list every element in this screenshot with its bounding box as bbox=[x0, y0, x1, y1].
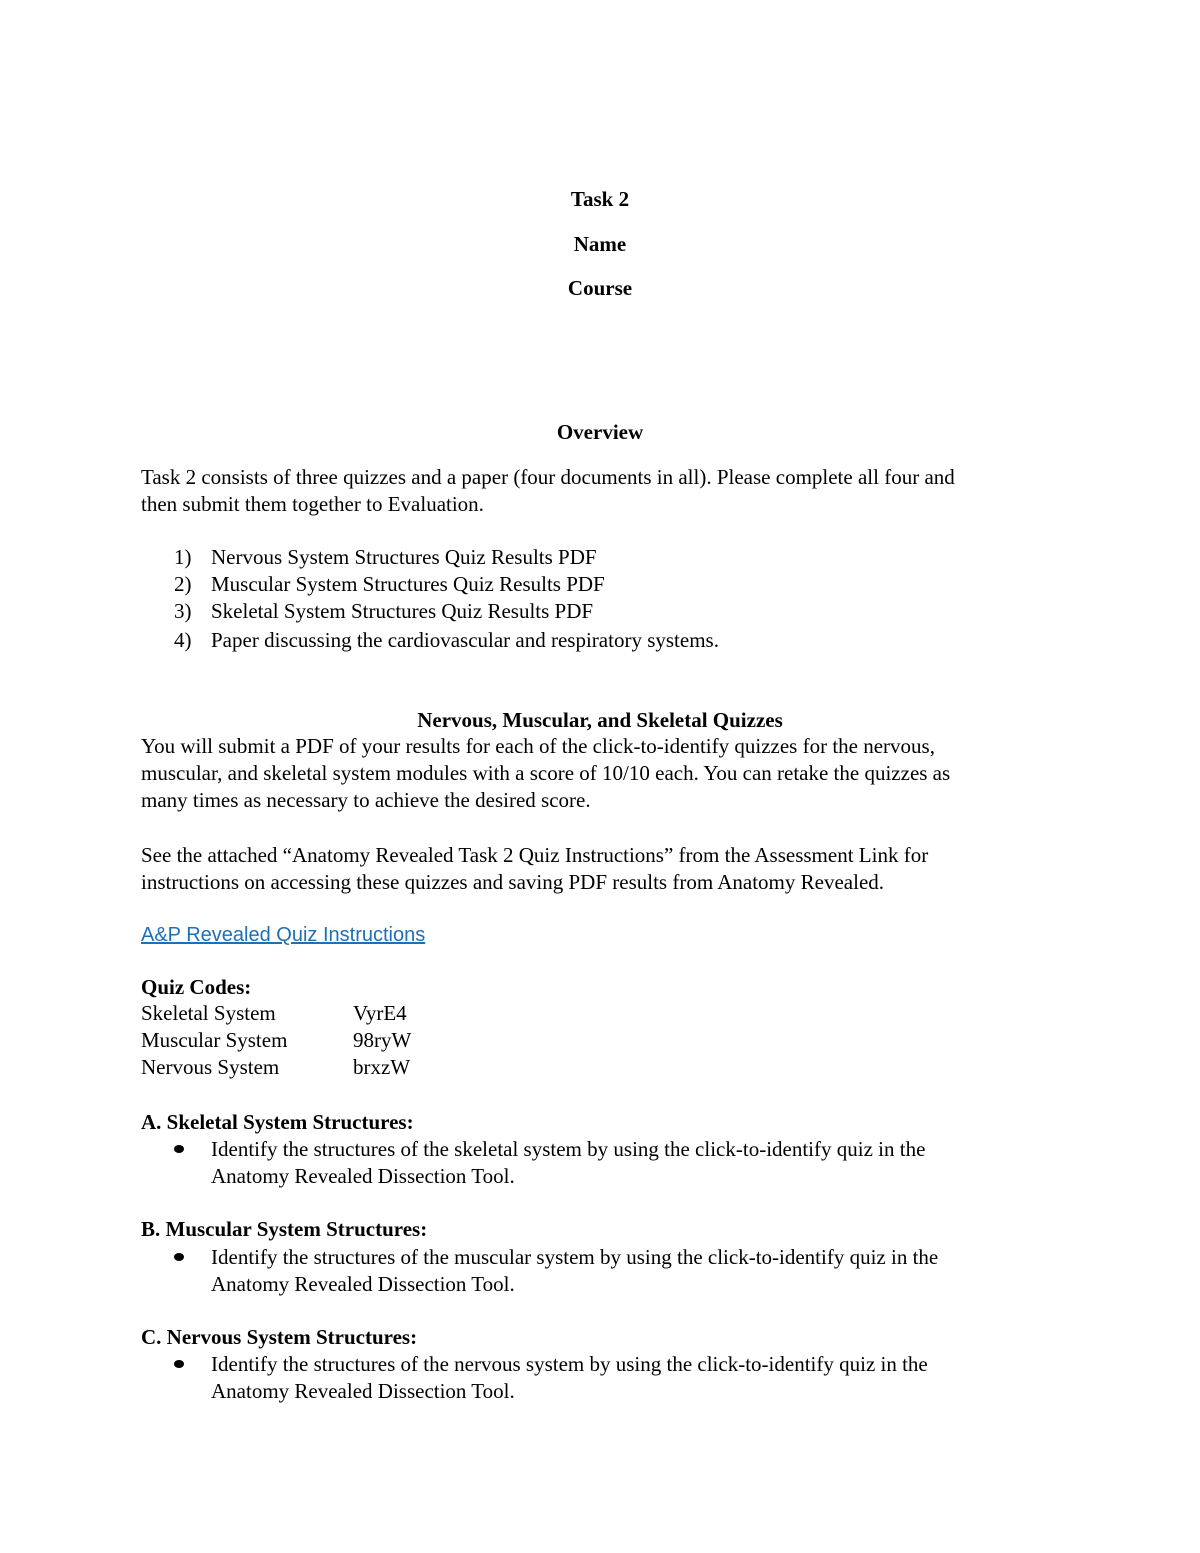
bullet-icon bbox=[174, 1253, 184, 1261]
section-c-heading: C. Nervous System Structures: bbox=[141, 1325, 418, 1349]
list-item-text: Skeletal System Structures Quiz Results PDF bbox=[211, 599, 594, 623]
quiz-code-row bbox=[141, 1054, 541, 1081]
link-container bbox=[141, 921, 1071, 949]
bullet-text bbox=[211, 1136, 1051, 1190]
quiz-code-value: brxzW bbox=[353, 1055, 411, 1079]
list-item bbox=[174, 544, 1074, 571]
instructions-paragraph bbox=[141, 842, 1071, 896]
list-item bbox=[174, 598, 1074, 625]
quiz-code-system: Muscular System bbox=[141, 1028, 288, 1052]
list-item-number: 3) bbox=[174, 599, 192, 623]
quiz-code-value: VyrE4 bbox=[353, 1001, 407, 1025]
overview-heading: Overview bbox=[556, 420, 644, 444]
bullet-text-line: Identify the structures of the nervous system by using the click-to-identify quiz in the bbox=[211, 1352, 928, 1376]
quiz-code-row bbox=[141, 1000, 541, 1027]
overview-paragraph-line: then submit them together to Evaluation. bbox=[141, 492, 484, 516]
instructions-paragraph-line: See the attached “Anatomy Revealed Task 2 Quiz Instructions” from the Assessment Link for bbox=[141, 843, 929, 867]
quizzes-paragraph-line: muscular, and skeletal system modules with a score of 10/10 each. You can retake the quizzes as bbox=[141, 761, 951, 785]
list-item-text: Nervous System Structures Quiz Results PDF bbox=[211, 545, 597, 569]
course-title: Course bbox=[567, 276, 633, 300]
bullet-text-line: Identify the structures of the muscular system by using the click-to-identify quiz in the bbox=[211, 1245, 939, 1269]
task-title: Task 2 bbox=[570, 187, 630, 211]
list-item bbox=[174, 571, 1074, 598]
quiz-code-system: Nervous System bbox=[141, 1055, 280, 1079]
quiz-code-row bbox=[141, 1027, 541, 1054]
list-item-number: 2) bbox=[174, 572, 192, 596]
bullet-text bbox=[211, 1244, 1051, 1298]
quizzes-paragraph-line: You will submit a PDF of your results for each of the click-to-identify quizzes for the nervous, bbox=[141, 734, 935, 758]
list-item-text: Paper discussing the cardiovascular and respiratory systems. bbox=[211, 628, 719, 652]
quizzes-paragraph-line: many times as necessary to achieve the desired score. bbox=[141, 788, 591, 812]
name-title: Name bbox=[573, 232, 627, 256]
quiz-codes-heading: Quiz Codes: bbox=[141, 975, 252, 999]
overview-paragraph-line: Task 2 consists of three quizzes and a paper (four documents in all). Please complete all four and bbox=[141, 465, 955, 489]
instructions-paragraph-line: instructions on accessing these quizzes and saving PDF results from Anatomy Revealed. bbox=[141, 870, 885, 894]
bullet-text-line: Anatomy Revealed Dissection Tool. bbox=[211, 1272, 515, 1296]
section-a-heading: A. Skeletal System Structures: bbox=[141, 1110, 414, 1134]
quiz-code-value: 98ryW bbox=[353, 1028, 412, 1052]
list-item-number: 1) bbox=[174, 545, 192, 569]
quizzes-paragraph bbox=[141, 733, 1071, 814]
list-item-text: Muscular System Structures Quiz Results PDF bbox=[211, 572, 605, 596]
section-b-heading: B. Muscular System Structures: bbox=[141, 1217, 428, 1241]
list-item-number: 4) bbox=[174, 628, 192, 652]
bullet-icon bbox=[174, 1145, 184, 1153]
list-item bbox=[174, 627, 1074, 654]
overview-paragraph bbox=[141, 464, 1071, 518]
quiz-code-system: Skeletal System bbox=[141, 1001, 276, 1025]
quiz-instructions-link[interactable]: A&P Revealed Quiz Instructions bbox=[141, 924, 426, 946]
quizzes-heading: Nervous, Muscular, and Skeletal Quizzes bbox=[417, 708, 783, 732]
bullet-text bbox=[211, 1351, 1051, 1405]
bullet-text-line: Anatomy Revealed Dissection Tool. bbox=[211, 1379, 515, 1403]
bullet-text-line: Identify the structures of the skeletal system by using the click-to-identify quiz in the bbox=[211, 1137, 926, 1161]
bullet-icon bbox=[174, 1360, 184, 1368]
bullet-text-line: Anatomy Revealed Dissection Tool. bbox=[211, 1164, 515, 1188]
